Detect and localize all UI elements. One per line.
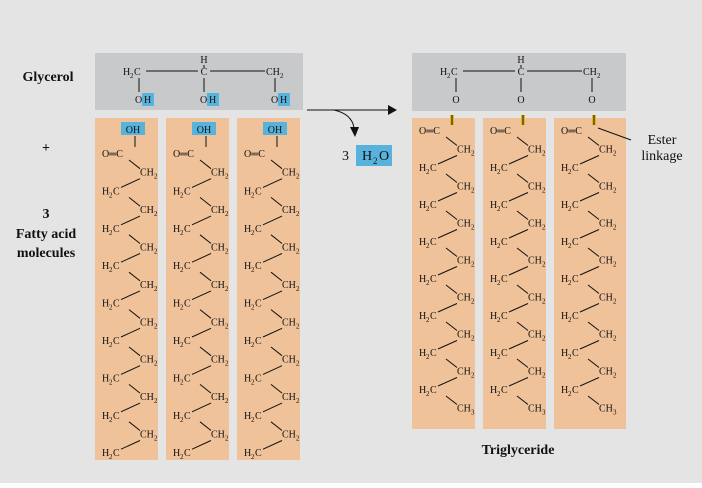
chain-h2c-c: C <box>184 261 191 273</box>
chain-ch2-subscript: 2 <box>471 149 475 158</box>
chain-h2c-c: C <box>501 163 508 174</box>
chain-h2c-subscript: 2 <box>251 228 255 237</box>
chain-ch2-subscript: 2 <box>471 297 475 306</box>
terminal-ch3: CH <box>457 403 471 415</box>
chain-ch2-subscript: 2 <box>225 434 229 443</box>
chain-ch2-subscript: 2 <box>225 359 229 368</box>
chain-h2c: H <box>102 298 110 310</box>
chain-ch2: CH <box>140 242 154 254</box>
glycerol-o-3: O <box>271 95 279 106</box>
chain-h2c-subscript: 2 <box>180 228 184 237</box>
chain-h2c-subscript: 2 <box>251 341 255 349</box>
chain-h2c: H <box>244 373 252 385</box>
chain-ch2: CH <box>140 354 154 366</box>
chain-h2c-c: C <box>501 237 508 248</box>
chain-h2c-c: C <box>184 373 191 385</box>
chain-h2c: H <box>244 223 252 235</box>
chain-ch2: CH <box>211 205 225 217</box>
chain-ch2-subscript: 2 <box>613 371 617 380</box>
chain-h2c-c: C <box>572 274 579 285</box>
carbonyl-group: O═C <box>490 126 511 137</box>
triglyceride-glycerol-top-h: H <box>517 55 525 66</box>
chain-h2c-subscript: 2 <box>180 266 184 275</box>
chain-h2c-subscript: 2 <box>426 279 430 287</box>
chain-ch2: CH <box>211 392 225 404</box>
chain-ch2: CH <box>528 181 542 193</box>
chain-h2c-subscript: 2 <box>109 228 113 237</box>
chain-ch2: CH <box>282 205 296 217</box>
chain-h2c-subscript: 2 <box>568 316 572 324</box>
chain-h2c-subscript: 2 <box>426 316 430 324</box>
chain-ch2-subscript: 2 <box>225 397 229 406</box>
triglyceride-glycerol-h2c-left-c: C <box>451 67 458 78</box>
glycerol-top-h: H <box>200 55 208 66</box>
chain-h2c-c: C <box>572 311 579 322</box>
chain-h2c-c: C <box>572 200 579 211</box>
chain-ch2-subscript: 2 <box>296 210 300 219</box>
chain-ch2: CH <box>457 292 471 304</box>
carbonyl-group: O═C <box>173 149 194 160</box>
chain-h2c-c: C <box>572 163 579 174</box>
chain-ch2: CH <box>140 317 154 329</box>
chain-h2c-subscript: 2 <box>109 415 113 424</box>
chain-ch2-subscript: 2 <box>296 284 300 293</box>
chain-h2c: H <box>244 298 252 310</box>
chain-h2c-c: C <box>113 223 120 235</box>
chain-h2c-c: C <box>430 385 437 396</box>
chain-h2c-c: C <box>430 237 437 248</box>
carbonyl-group: O═C <box>102 149 123 160</box>
chain-h2c-subscript: 2 <box>426 242 430 250</box>
chain-h2c-c: C <box>572 385 579 396</box>
chain-ch2-subscript: 2 <box>471 334 475 343</box>
chain-ch2-subscript: 2 <box>296 172 300 181</box>
chain-h2c: H <box>419 385 427 396</box>
chain-h2c: H <box>173 186 181 198</box>
chain-h2c-c: C <box>255 223 262 235</box>
chain-h2c: H <box>561 274 569 285</box>
glycerol-ch2-right: CH <box>266 67 280 78</box>
carboxyl-oh: OH <box>196 125 212 136</box>
carboxyl-oh: OH <box>125 125 141 136</box>
chain-h2c-subscript: 2 <box>109 453 113 462</box>
glycerol-ch2-right-subscript: 2 <box>280 72 284 80</box>
chain-ch2-subscript: 2 <box>154 172 158 181</box>
plus-sign: + <box>42 141 50 156</box>
chain-ch2-subscript: 2 <box>154 284 158 293</box>
chain-h2c: H <box>490 274 498 285</box>
chain-ch2: CH <box>140 279 154 291</box>
chain-h2c: H <box>490 311 498 322</box>
chain-h2c-subscript: 2 <box>568 242 572 250</box>
chain-h2c-c: C <box>430 200 437 211</box>
chain-h2c-subscript: 2 <box>251 266 255 275</box>
chain-ch2-subscript: 2 <box>296 322 300 331</box>
chain-h2c-c: C <box>501 385 508 396</box>
chain-h2c-c: C <box>255 298 262 310</box>
triglyceride-glycerol-o-2: O <box>517 95 525 106</box>
chain-ch2: CH <box>599 144 613 156</box>
triglyceride-glycerol-o-1: O <box>452 95 460 106</box>
chain-h2c-subscript: 2 <box>497 390 501 398</box>
chain-ch2: CH <box>457 181 471 193</box>
chain-h2c-c: C <box>430 163 437 174</box>
chain-h2c: H <box>173 410 181 422</box>
chain-ch2: CH <box>211 429 225 441</box>
chain-h2c: H <box>244 336 252 347</box>
chain-ch2-subscript: 2 <box>154 434 158 443</box>
linkage-label: linkage <box>641 149 683 164</box>
chain-h2c-subscript: 2 <box>251 303 255 312</box>
chain-h2c: H <box>102 186 110 198</box>
terminal-ch3: CH <box>528 403 542 415</box>
triglyceride-label: Triglyceride <box>481 443 555 458</box>
chain-h2c-subscript: 2 <box>497 242 501 250</box>
chain-ch2: CH <box>599 366 613 378</box>
chain-h2c: H <box>244 261 252 273</box>
water-coefficient: 3 <box>342 149 349 164</box>
chain-h2c-subscript: 2 <box>426 205 430 213</box>
chain-ch2: CH <box>599 218 613 230</box>
chain-h2c-subscript: 2 <box>251 191 255 200</box>
triglyceride-glycerol-o-3: O <box>588 95 596 106</box>
chain-h2c-subscript: 2 <box>180 191 184 200</box>
chain-h2c-c: C <box>184 186 191 198</box>
glycerol-h-3: H <box>280 95 288 106</box>
chain-h2c: H <box>561 200 569 211</box>
chain-h2c: H <box>561 311 569 322</box>
fatty-acid-label: Fatty acid <box>15 227 77 242</box>
chain-ch2: CH <box>599 329 613 341</box>
glycerol-o-2: O <box>200 95 208 106</box>
glycerol-center-c: C <box>200 67 208 78</box>
terminal-ch3-subscript: 3 <box>542 408 546 417</box>
chain-ch2-subscript: 2 <box>471 260 475 269</box>
chain-h2c: H <box>173 336 181 347</box>
chain-h2c-c: C <box>430 274 437 285</box>
chain-ch2: CH <box>140 205 154 217</box>
chain-h2c-c: C <box>113 448 120 460</box>
chain-ch2: CH <box>140 429 154 441</box>
chain-ch2: CH <box>528 329 542 341</box>
chain-ch2-subscript: 2 <box>542 260 546 269</box>
chain-h2c-subscript: 2 <box>109 191 113 200</box>
chain-ch2-subscript: 2 <box>225 284 229 293</box>
chain-h2c: H <box>173 298 181 310</box>
triglyceride-glycerol-h2c-left-subscript: 2 <box>447 72 451 80</box>
chain-h2c-subscript: 2 <box>180 415 184 424</box>
triglyceride-glycerol-ch2-right: CH <box>583 67 597 78</box>
chain-h2c-subscript: 2 <box>497 205 501 213</box>
chain-h2c: H <box>490 348 498 359</box>
chain-h2c-c: C <box>255 410 262 422</box>
chain-h2c: H <box>490 200 498 211</box>
chain-ch2: CH <box>211 317 225 329</box>
chain-ch2: CH <box>282 354 296 366</box>
terminal-ch3-subscript: 3 <box>613 408 617 417</box>
glycerol-h2c-left-subscript: 2 <box>130 72 134 80</box>
chain-h2c-c: C <box>572 348 579 359</box>
chain-ch2: CH <box>282 167 296 179</box>
chain-ch2: CH <box>528 144 542 156</box>
carbonyl-group: O═C <box>419 126 440 137</box>
chain-ch2-subscript: 2 <box>542 149 546 158</box>
chain-ch2: CH <box>140 392 154 404</box>
chain-ch2: CH <box>282 242 296 254</box>
chain-h2c-c: C <box>501 200 508 211</box>
chain-ch2: CH <box>457 218 471 230</box>
chain-ch2-subscript: 2 <box>296 247 300 256</box>
chain-ch2: CH <box>599 255 613 267</box>
chain-ch2-subscript: 2 <box>225 172 229 181</box>
chain-h2c-subscript: 2 <box>180 453 184 462</box>
chain-ch2-subscript: 2 <box>613 297 617 306</box>
chain-h2c: H <box>102 410 110 422</box>
chain-ch2: CH <box>457 329 471 341</box>
chain-ch2: CH <box>211 279 225 291</box>
chain-ch2-subscript: 2 <box>225 322 229 331</box>
chain-ch2: CH <box>528 218 542 230</box>
chain-h2c-c: C <box>184 298 191 310</box>
chain-ch2-subscript: 2 <box>613 223 617 232</box>
chain-h2c: H <box>419 237 427 248</box>
terminal-ch3-subscript: 3 <box>471 408 475 417</box>
chain-ch2-subscript: 2 <box>296 359 300 368</box>
ester-label: Ester <box>647 133 677 148</box>
chain-h2c-c: C <box>430 311 437 322</box>
chain-ch2: CH <box>528 366 542 378</box>
chain-h2c-subscript: 2 <box>497 279 501 287</box>
glycerol-h-2: H <box>209 95 217 106</box>
chain-ch2-subscript: 2 <box>613 149 617 158</box>
chain-h2c: H <box>173 261 181 273</box>
chain-ch2-subscript: 2 <box>154 322 158 331</box>
chain-ch2: CH <box>282 279 296 291</box>
chain-h2c-subscript: 2 <box>426 390 430 398</box>
chain-h2c-subscript: 2 <box>568 390 572 398</box>
chain-h2c-c: C <box>113 186 120 198</box>
chain-h2c-c: C <box>113 336 120 347</box>
chain-ch2-subscript: 2 <box>542 223 546 232</box>
chain-ch2: CH <box>457 255 471 267</box>
chain-ch2-subscript: 2 <box>542 371 546 380</box>
chain-h2c: H <box>419 348 427 359</box>
chain-h2c-subscript: 2 <box>568 168 572 176</box>
chain-h2c: H <box>102 448 110 460</box>
glycerol-label: Glycerol <box>22 70 74 85</box>
carboxyl-oh: OH <box>267 125 283 136</box>
chain-h2c-c: C <box>501 348 508 359</box>
chain-ch2-subscript: 2 <box>613 260 617 269</box>
chain-h2c: H <box>102 373 110 385</box>
chain-ch2-subscript: 2 <box>154 397 158 406</box>
carbonyl-group: O═C <box>561 126 582 137</box>
chain-h2c: H <box>102 336 110 347</box>
chain-ch2-subscript: 2 <box>542 186 546 195</box>
chain-h2c-c: C <box>501 274 508 285</box>
molecules-label: molecules <box>16 246 76 261</box>
terminal-ch3: CH <box>599 403 613 415</box>
chain-h2c: H <box>561 237 569 248</box>
chain-h2c-c: C <box>501 311 508 322</box>
chain-ch2-subscript: 2 <box>542 297 546 306</box>
chain-ch2-subscript: 2 <box>542 334 546 343</box>
chain-h2c-subscript: 2 <box>180 378 184 387</box>
chain-h2c: H <box>102 223 110 235</box>
chain-h2c-c: C <box>184 336 191 347</box>
chain-h2c-subscript: 2 <box>497 168 501 176</box>
chain-ch2: CH <box>528 292 542 304</box>
water-o: O <box>379 149 390 164</box>
chain-h2c-subscript: 2 <box>497 353 501 361</box>
glycerol-h-1: H <box>144 95 152 106</box>
chain-h2c-subscript: 2 <box>109 378 113 387</box>
chain-h2c-c: C <box>255 336 262 347</box>
chain-h2c-c: C <box>572 237 579 248</box>
chain-h2c: H <box>490 385 498 396</box>
chain-ch2-subscript: 2 <box>225 210 229 219</box>
triglyceride-glycerol-ch2-right-subscript: 2 <box>597 72 601 80</box>
chain-h2c-c: C <box>113 410 120 422</box>
fatty-acid-count: 3 <box>42 207 50 222</box>
chain-h2c: H <box>173 223 181 235</box>
chain-h2c: H <box>419 274 427 285</box>
chain-h2c: H <box>561 348 569 359</box>
chain-ch2-subscript: 2 <box>296 434 300 443</box>
chain-h2c: H <box>490 163 498 174</box>
chain-ch2: CH <box>211 354 225 366</box>
chain-h2c-subscript: 2 <box>426 353 430 361</box>
chain-ch2-subscript: 2 <box>154 210 158 219</box>
chain-ch2: CH <box>457 144 471 156</box>
chain-ch2: CH <box>282 392 296 404</box>
chain-h2c: H <box>244 448 252 460</box>
chain-h2c-subscript: 2 <box>180 303 184 312</box>
chain-ch2: CH <box>211 167 225 179</box>
chain-h2c-subscript: 2 <box>497 316 501 324</box>
chain-ch2-subscript: 2 <box>613 334 617 343</box>
chain-h2c-c: C <box>184 410 191 422</box>
chain-h2c-c: C <box>113 373 120 385</box>
chain-h2c-c: C <box>255 448 262 460</box>
glycerol-h2c-left-c: C <box>134 67 141 78</box>
chain-ch2: CH <box>599 181 613 193</box>
chain-ch2-subscript: 2 <box>154 247 158 256</box>
chain-h2c-subscript: 2 <box>251 378 255 387</box>
chain-h2c: H <box>102 261 110 273</box>
chain-h2c-subscript: 2 <box>568 205 572 213</box>
chain-h2c: H <box>490 237 498 248</box>
chain-h2c: H <box>561 385 569 396</box>
chain-h2c: H <box>561 163 569 174</box>
chain-h2c-c: C <box>184 223 191 235</box>
chain-ch2-subscript: 2 <box>471 371 475 380</box>
chain-h2c-subscript: 2 <box>568 279 572 287</box>
chain-h2c-subscript: 2 <box>109 303 113 312</box>
chain-ch2-subscript: 2 <box>296 397 300 406</box>
chain-h2c: H <box>419 163 427 174</box>
chain-h2c-subscript: 2 <box>426 168 430 176</box>
triglyceride-glycerol-h2c-left: H <box>440 67 448 78</box>
chain-h2c-subscript: 2 <box>568 353 572 361</box>
chain-h2c-subscript: 2 <box>251 415 255 424</box>
chain-h2c-c: C <box>113 261 120 273</box>
chain-h2c: H <box>244 186 252 198</box>
chain-h2c-subscript: 2 <box>251 453 255 462</box>
chain-h2c-subscript: 2 <box>109 266 113 275</box>
chain-ch2-subscript: 2 <box>154 359 158 368</box>
chain-h2c: H <box>173 373 181 385</box>
chain-h2c-c: C <box>184 448 191 460</box>
chain-ch2: CH <box>282 317 296 329</box>
glycerol-h2c-left: H <box>123 67 131 78</box>
chain-ch2: CH <box>140 167 154 179</box>
chain-ch2-subscript: 2 <box>471 186 475 195</box>
chain-h2c-subscript: 2 <box>109 341 113 349</box>
chain-h2c-c: C <box>255 261 262 273</box>
chain-h2c-c: C <box>430 348 437 359</box>
carbonyl-group: O═C <box>244 149 265 160</box>
chain-h2c-c: C <box>255 186 262 198</box>
chain-ch2: CH <box>282 429 296 441</box>
chain-ch2: CH <box>211 242 225 254</box>
chain-ch2-subscript: 2 <box>613 186 617 195</box>
chain-h2c: H <box>173 448 181 460</box>
chain-h2c: H <box>244 410 252 422</box>
glycerol-o-1: O <box>135 95 143 106</box>
chain-h2c: H <box>419 311 427 322</box>
water-h: H <box>362 149 373 164</box>
chain-h2c-subscript: 2 <box>180 341 184 349</box>
chain-ch2: CH <box>457 366 471 378</box>
chain-ch2-subscript: 2 <box>471 223 475 232</box>
chain-ch2: CH <box>599 292 613 304</box>
water-subscript: 2 <box>373 156 378 166</box>
chain-h2c-c: C <box>113 298 120 310</box>
chain-h2c-c: C <box>255 373 262 385</box>
chain-ch2-subscript: 2 <box>225 247 229 256</box>
triglyceride-glycerol-center-c: C <box>517 67 525 78</box>
chain-ch2: CH <box>528 255 542 267</box>
chain-h2c: H <box>419 200 427 211</box>
